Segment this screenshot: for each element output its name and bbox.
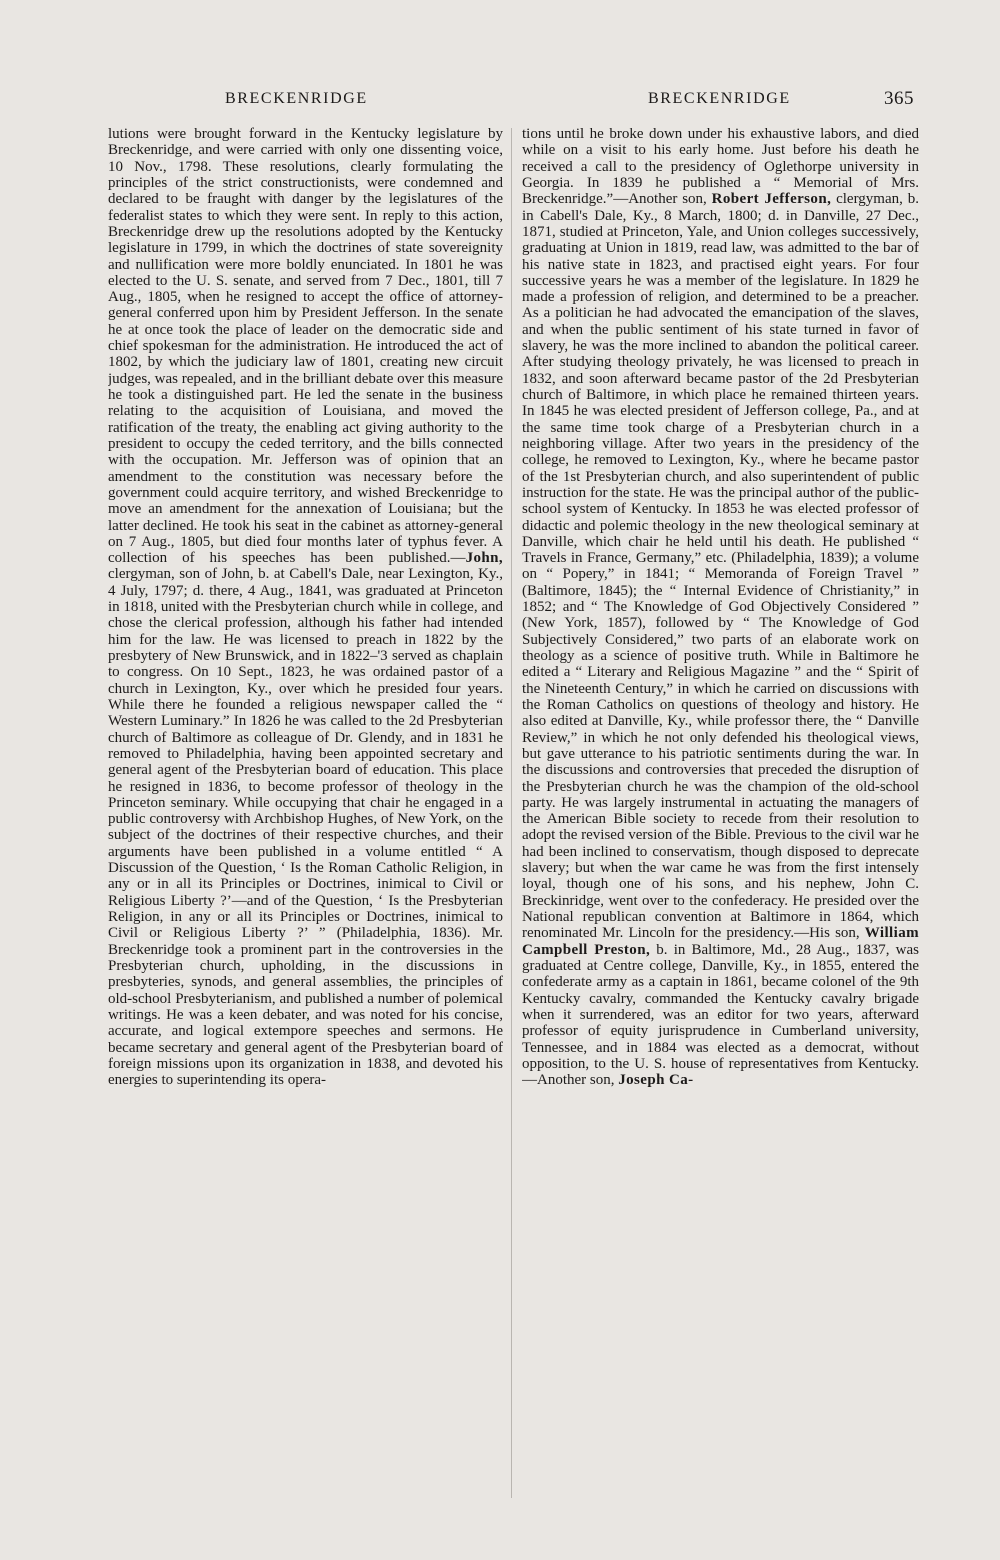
- column-divider: [511, 128, 512, 1498]
- running-head-left: BRECKENRIDGE: [225, 90, 368, 107]
- left-column: [108, 126, 503, 1498]
- robert-biography-text: clergyman, b. in Cabell's Dale, Ky., 8 March, 1800; d. in Danville, 27 Dec., 1871, studied at Princeton, Yale, and Union colleges successively, graduating at Union in 1819, read law, was admitted to the bar of his native state in 1823, and practised eight years. For four successive years he was a member of the legislature. In 1829 he made a profession of religion, and determined to be a preacher. As a politician he had advocated the emancipation of the slaves, and when the public sentiment of his state turned in favor of slavery, he was the more inclined to abandon the political career. After studying theology privately, he was licensed to preach in 1832, and soon afterward became pastor of the 2d Presbyterian church of Baltimore, in which place he remained thirteen years. In 1845 he was elected president of Jefferson college, Pa., and at the same time took charge of a Presbyterian church in a neighboring village. After two years in the presidency of the college, he removed to Lexington, Ky., where he became pastor of the 1st Presbyterian church, and also superintendent of public instruction for the state. He was the principal author of the public-school system of Kentucky. In 1853 he was elected professor of didactic and polemic theology in the new theological seminary at Danville, which chair he held until his death. He published “ Travels in France, Germany,” etc. (Philadelphia, 1839); a volume on “ Popery,” in 1841; “ Memoranda of Foreign Travel ” (Baltimore, 1845); the “ Internal Evidence of Christianity,” in 1852; and “ The Knowledge of God Objectively Considered ” (New York, 1857), followed by “ The Knowledge of God Subjectively Considered,” two parts of an elaborate work on theology as a science of positive truth. While in Baltimore he edited a “ Literary and Religious Magazine ” and the “ Spirit of the Nineteenth Century,” in which he carried on discussions with the Roman Catholics on questions of theology and history. He also edited at Danville, Ky., while professor there, the “ Danville Review,” in which he not only defended his theological views, but gave utterance to his patriotic sentiments during the war. In the discussions and controversies that preceded the disruption of the Presbyterian church he was the champion of the old-school party. He was largely instrumental in actuating the managers of the American Bible society to recede from their resolution to adopt the revised version of the Bible. Previous to the civil war he had been inclined to conservatism, though disposed to deprecate slavery; but when the war came he was from the first intensely loyal, though one of his sons, and his nephew, John C. Breckinridge, went over to the confederacy. He presided over the National republican convention at Baltimore in 1864, which renominated Mr. Lincoln for the presidency.—His son,: [522, 191, 919, 942]
- left-column-text: [108, 126, 503, 1088]
- breckenridge-john-text: lutions were brought forward in the Kentucky legislature by Breckenridge, and were carried with only one dissenting voice, 10 Nov., 1798. These resolutions, clearly formulating the principles of the strict constructionists, were condemned and declared to be fraught with danger by the legislatures of the federalist states to which they were sent. In reply to this action, Breckenridge drew up the resolutions adopted by the Kentucky legislature in 1799, in which the doctrines of state sovereignity and nullification were more boldly enunciated. In 1801 he was elected to the U. S. senate, and served from 7 Dec., 1801, till 7 Aug., 1805, when he resigned to accept the office of attorney-general conferred upon him by President Jefferson. In the senate he at once took the place of leader on the democratic side and chief spokesman for the administration. He introduced the act of 1802, by which the judiciary law of 1801, creating new circuit judges, was repealed, and in the brilliant debate over this measure he took a distinguished part. He led the senate in the business relating to the acquisition of Louisiana, and moved the ratification of the treaty, the enabling act giving authority to the president to occupy the ceded territory, and the bills connected with the occupation. Mr. Jefferson was of opinion that an amendment to the constitution was necessary before the government could acquire territory, and wished Breckenridge to move an amendment for the annexation of Louisiana; but the latter declined. He took his seat in the cabinet as attorney-general on 7 Aug., 1805, but died four months later of typhus fever. A collection of his speeches has been published.—: [108, 126, 503, 567]
- right-column: [522, 126, 919, 1498]
- entry-name-robert-jefferson: Robert Jefferson,: [711, 191, 832, 208]
- running-head-right: BRECKENRIDGE: [648, 90, 791, 107]
- john-biography-text: clergyman, son of John, b. at Cabell's Dale, near Lexington, Ky., 4 July, 1797; d. there, 4 Aug., 1841, was graduated at Princeton in 1818, united with the Presbyterian church while in college, and chose the clerical profession, although his father had intended him for the law. He was licensed to preach in 1822 by the presbytery of New Brunswick, and in 1822–'3 served as chaplain to congress. On 10 Sept., 1823, he was ordained pastor of a church in Lexington, Ky., over which he presided four years. While there he founded a religious newspaper called the “ Western Luminary.” In 1826 he was called to the 2d Presbyterian church of Baltimore as colleague of Dr. Glendy, and in 1831 he removed to Philadelphia, having been appointed secretary and general agent of the Presbyterian board of education. This place he resigned in 1836, to become professor of theology in the Princeton seminary. While occupying that chair he engaged in a public controversy with Archbishop Hughes, of New York, on the subject of the doctrines of their respective churches, and their arguments have been published in a volume entitled “ A Discussion of the Question, ‘ Is the Roman Catholic Religion, in any or in all its Principles or Doctrines, inimical to Civil or Religious Liberty ?’—and of the Question, ‘ Is the Presbyterian Religion, in any or all its Principles or Doctrines, inimical to Civil or Religious Liberty ?’ ” (Philadelphia, 1836). Mr. Breckenridge took a prominent part in the controversies in the Presbyterian church, upholding, in the discussions in presbyteries, synods, and general assemblies, the principles of old-school Presbyterianism, and published a number of polemical writings. He was a keen debater, and was noted for his concise, accurate, and logical extempore speeches and sermons. He became secretary and general agent of the Presbyterian board of foreign missions upon its organization in 1838, and devoted his energies to superintending its opera-: [108, 566, 503, 1089]
- entry-name-joseph: Joseph Ca-: [618, 1072, 694, 1089]
- john-continued-text: tions until he broke down under his exhaustive labors, and died while on a visit to his early home. Just before his death he received a call to the presidency of Oglethorpe university in Georgia. In 1839 he published a “ Memorial of Mrs. Breckenridge.”—Another son,: [522, 126, 919, 208]
- william-biography-text: b. in Baltimore, Md., 28 Aug., 1837, was graduated at Centre college, Danville, Ky., in 1855, entered the confederate army as a captain in 1861, became colonel of the 9th Kentucky cavalry, commanded the Kentucky cavalry brigade when it surrendered, was an editor for two years, afterward professor of equity jurisprudence in Cumberland university, Tennessee, and in 1884 was elected as a democrat, without opposition, to the U. S. house of representatives from Kentucky.—Another son,: [522, 941, 919, 1089]
- page-number: 365: [884, 88, 914, 109]
- entry-name-john: John,: [465, 550, 503, 567]
- right-column-text: [522, 126, 919, 1088]
- entry-name-william-campbell-preston: William Campbell Preston,: [522, 925, 919, 958]
